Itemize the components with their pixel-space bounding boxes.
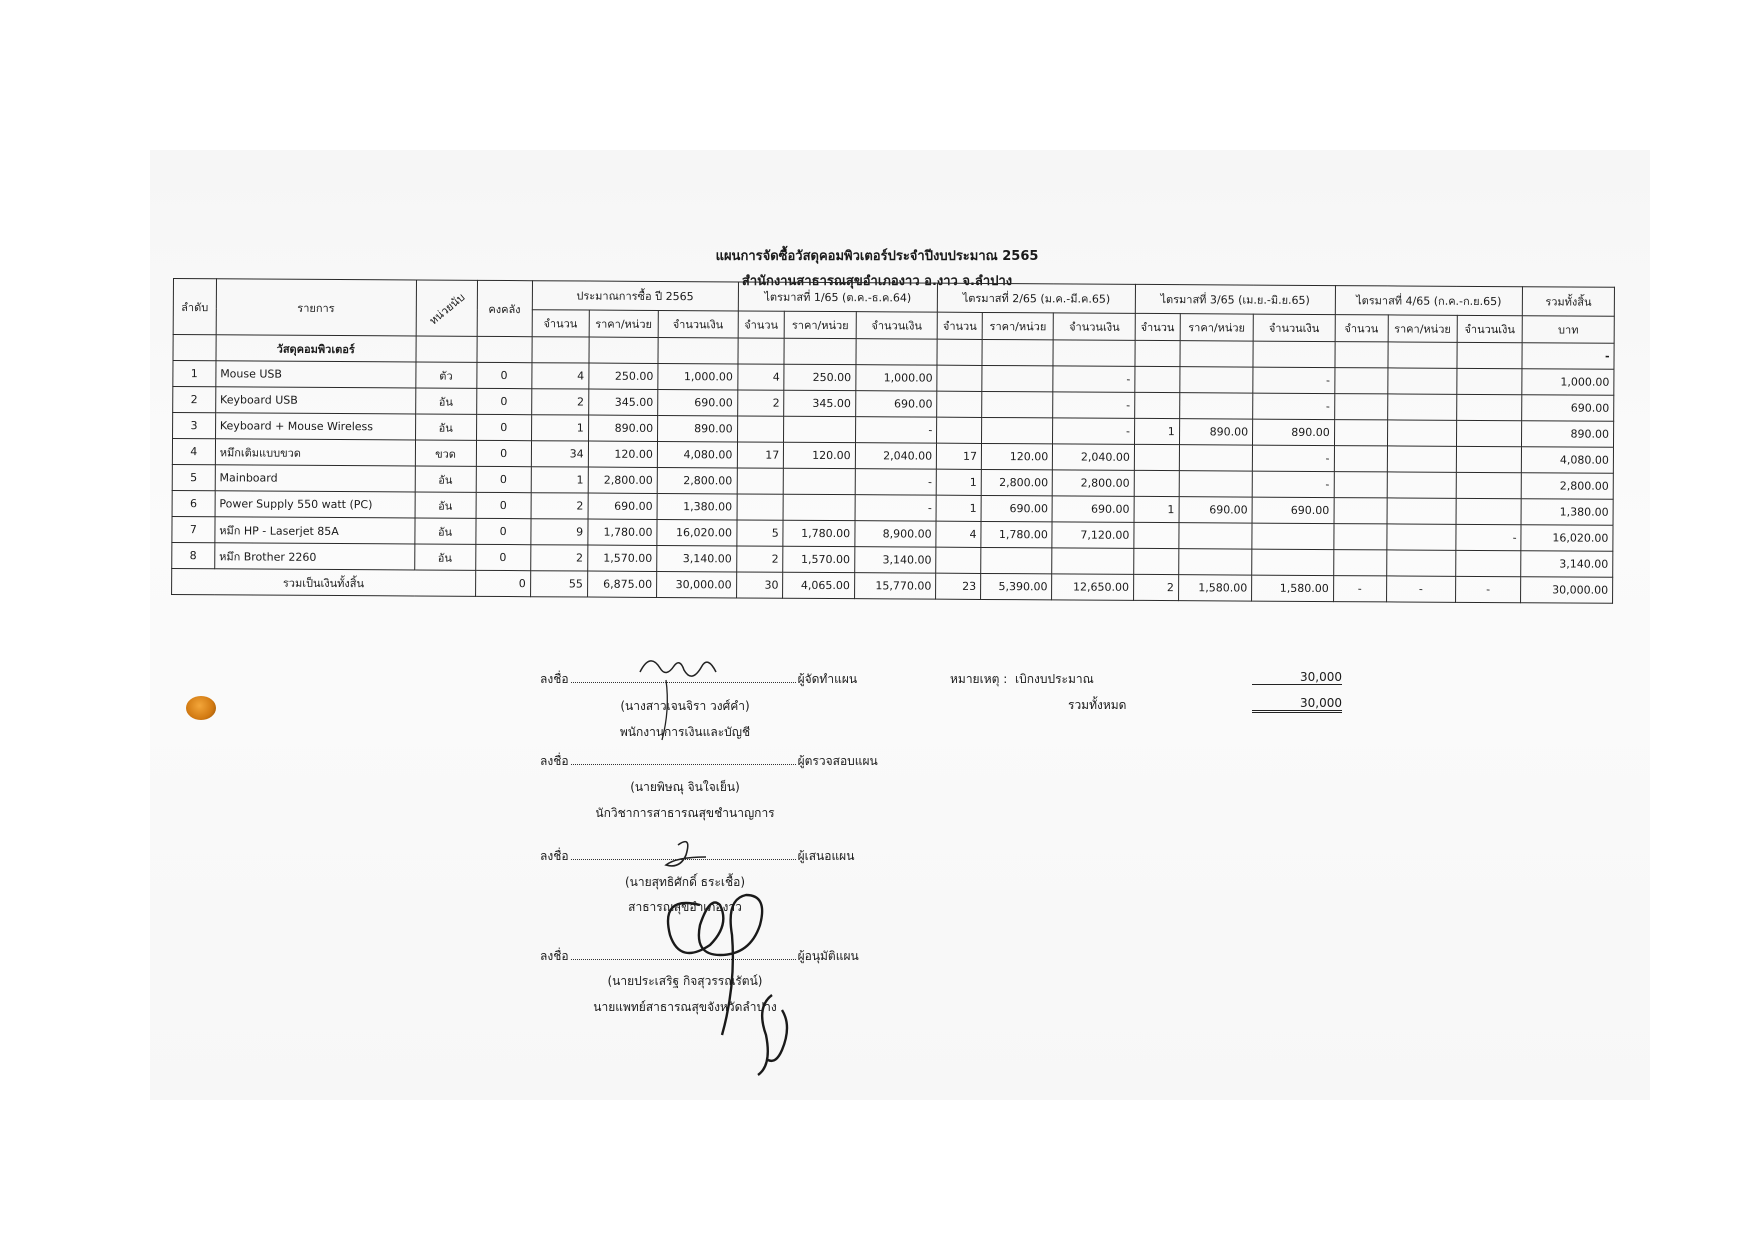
cell-price: 1,780.00 bbox=[588, 519, 657, 545]
cell-q1-amount: 8,900.00 bbox=[855, 521, 937, 547]
subheader-amount: จำนวนเงิน bbox=[1054, 313, 1136, 340]
cell-q4-qty bbox=[1334, 524, 1387, 550]
cell-stock: 0 bbox=[476, 414, 531, 440]
subheader-amount: จำนวนเงิน bbox=[658, 310, 738, 337]
cell-q4-price bbox=[1386, 524, 1455, 550]
cell-q1-price bbox=[784, 416, 855, 442]
signature-line-preparer: ลงชื่อ ผู้จัดทำแผน bbox=[540, 672, 858, 686]
cell-item: Mouse USB bbox=[216, 361, 416, 388]
subheader-qty: จำนวน bbox=[937, 312, 982, 339]
cell-q3-qty: 1 bbox=[1134, 496, 1179, 522]
total-q2-qty: 23 bbox=[936, 573, 981, 599]
cell-q2-amount: 690.00 bbox=[1052, 496, 1134, 522]
cell-stock: 0 bbox=[475, 544, 530, 570]
total-q2-price: 5,390.00 bbox=[981, 573, 1052, 599]
subheader-amount: จำนวนเงิน bbox=[856, 312, 938, 339]
cell-q2-qty: 1 bbox=[936, 469, 981, 495]
cell-q4-amount bbox=[1456, 550, 1521, 576]
cell-q1-qty: 5 bbox=[736, 520, 783, 546]
cell-q4-amount bbox=[1457, 394, 1522, 420]
cell-q3-qty bbox=[1135, 366, 1180, 392]
cell-unit: อัน bbox=[414, 544, 475, 570]
cell-q1-price: 1,570.00 bbox=[783, 546, 854, 572]
cell-unit: อัน bbox=[415, 388, 476, 414]
total-grand: 30,000.00 bbox=[1521, 577, 1613, 604]
cell-q4-qty bbox=[1334, 446, 1387, 472]
cell-q1-price: 345.00 bbox=[784, 390, 855, 416]
total-q1-qty: 30 bbox=[736, 572, 783, 598]
cell-amount: 1,000.00 bbox=[658, 363, 738, 389]
cell-q3-price bbox=[1180, 367, 1254, 393]
cell-amount: 2,800.00 bbox=[657, 467, 737, 493]
cell-q4-price bbox=[1387, 420, 1456, 446]
cell-grand: 1,380.00 bbox=[1521, 499, 1613, 526]
cell-stock: 0 bbox=[476, 466, 531, 492]
total-q4-price: - bbox=[1386, 576, 1455, 602]
subheader-price: ราคา/หน่วย bbox=[1180, 314, 1254, 341]
subheader-qty: จำนวน bbox=[1135, 313, 1180, 340]
cell-qty: 1 bbox=[531, 467, 588, 493]
cell-q3-price bbox=[1179, 471, 1253, 497]
cell-q4-price bbox=[1386, 550, 1455, 576]
cell-item: Keyboard + Mouse Wireless bbox=[215, 413, 415, 440]
category-label: วัสดุคอมพิวเตอร์ bbox=[216, 335, 416, 362]
cell-q1-qty: 2 bbox=[736, 546, 783, 572]
cell-no: 4 bbox=[172, 439, 215, 465]
cell-q3-amount: - bbox=[1253, 393, 1335, 419]
header-stock: คงคลัง bbox=[477, 280, 532, 336]
header-q3: ไตรมาสที่ 3/65 (เม.ย.-มิ.ย.65) bbox=[1135, 284, 1335, 314]
header-annual: ประมาณการซื้อ ปี 2565 bbox=[532, 281, 738, 311]
cell-q4-qty bbox=[1334, 394, 1387, 420]
cell-q2-price bbox=[981, 547, 1052, 573]
cell-q1-price: 1,780.00 bbox=[783, 520, 854, 546]
cell-q4-price bbox=[1387, 498, 1456, 524]
cell-q3-qty bbox=[1134, 444, 1179, 470]
cell-q3-amount bbox=[1252, 549, 1334, 575]
cell-q2-price bbox=[982, 365, 1053, 391]
cell-item: Mainboard bbox=[215, 465, 415, 492]
cell-q1-qty bbox=[737, 494, 784, 520]
cell-q3-price: 690.00 bbox=[1179, 497, 1253, 523]
cell-no: 3 bbox=[173, 413, 216, 439]
cell-stock: 0 bbox=[476, 518, 531, 544]
cell-price: 2,800.00 bbox=[588, 467, 657, 493]
cell-qty: 9 bbox=[531, 519, 588, 545]
subheader-price: ราคา/หน่วย bbox=[785, 311, 856, 338]
cell-q4-amount: - bbox=[1456, 524, 1521, 550]
cell-q3-price bbox=[1179, 393, 1253, 419]
cell-amount: 3,140.00 bbox=[657, 545, 737, 571]
total-q1-amount: 15,770.00 bbox=[854, 573, 936, 599]
cell-q1-qty: 2 bbox=[737, 390, 784, 416]
total-stock: 0 bbox=[475, 570, 530, 596]
subheader-price: ราคา/หน่วย bbox=[589, 310, 658, 337]
total-amount: 30,000.00 bbox=[657, 571, 737, 597]
orange-hole-punch-mark bbox=[186, 696, 216, 720]
signer-position-reviewer: นักวิชาการสาธารณสุขชำนาญการ bbox=[595, 806, 775, 820]
cell-q2-amount: - bbox=[1053, 418, 1135, 444]
cell-q3-qty bbox=[1134, 548, 1179, 574]
cell-item: Keyboard USB bbox=[215, 387, 415, 414]
cell-q1-qty bbox=[737, 416, 784, 442]
cell-no: 5 bbox=[172, 464, 215, 490]
header-q4: ไตรมาสที่ 4/65 (ก.ค.-ก.ย.65) bbox=[1335, 286, 1523, 316]
header-item: รายการ bbox=[216, 279, 416, 336]
total-q3-qty: 2 bbox=[1133, 574, 1178, 600]
cell-no: 7 bbox=[172, 516, 215, 542]
cell-qty: 2 bbox=[530, 545, 587, 571]
cell-grand: 890.00 bbox=[1522, 421, 1614, 448]
signer-position-approver: นายแพทย์สาธารณสุขจังหวัดลำปาง bbox=[593, 1000, 777, 1014]
cell-q4-amount bbox=[1456, 420, 1521, 446]
cell-q3-qty: 1 bbox=[1134, 418, 1179, 444]
header-unit: หน่วยนับ bbox=[416, 280, 477, 336]
cell-q2-qty: 4 bbox=[936, 521, 981, 547]
cell-q3-price bbox=[1179, 445, 1253, 471]
cell-q2-price: 1,780.00 bbox=[981, 521, 1052, 547]
cell-price: 690.00 bbox=[588, 493, 657, 519]
subheader-qty: จำนวน bbox=[738, 311, 785, 338]
cell-q3-qty bbox=[1135, 392, 1180, 418]
cell-no: 6 bbox=[172, 490, 215, 516]
cell-q2-amount: - bbox=[1053, 366, 1135, 392]
total-q3-amount: 1,580.00 bbox=[1252, 575, 1334, 601]
cell-q3-price bbox=[1178, 549, 1252, 575]
cell-unit: อัน bbox=[415, 414, 476, 440]
cell-qty: 2 bbox=[531, 493, 588, 519]
total-q1-price: 4,065.00 bbox=[783, 572, 854, 598]
cell-qty: 34 bbox=[531, 441, 588, 467]
cell-grand: 3,140.00 bbox=[1521, 551, 1613, 578]
cell-q2-qty: 17 bbox=[937, 443, 982, 469]
cell-q1-price: 120.00 bbox=[784, 442, 855, 468]
cell-q2-amount: - bbox=[1053, 392, 1135, 418]
signer-name-preparer: (นางสาวเจนจิรา วงศ์คำ) bbox=[620, 699, 750, 713]
cell-no: 8 bbox=[172, 542, 215, 568]
cell-unit: อัน bbox=[415, 466, 476, 492]
subheader-price: ราคา/หน่วย bbox=[982, 312, 1053, 339]
signer-name-reviewer: (นายพิษณุ จินใจเย็น) bbox=[630, 780, 740, 794]
cell-unit: อัน bbox=[415, 492, 476, 518]
cell-q4-qty bbox=[1334, 420, 1387, 446]
signer-name-proposer: (นายสุทธิศักดิ์ ธระเชื้อ) bbox=[624, 875, 746, 889]
remark-text: เบิกงบประมาณ bbox=[1015, 672, 1094, 686]
cell-price: 1,570.00 bbox=[587, 545, 656, 571]
cell-amount: 690.00 bbox=[658, 389, 738, 415]
cell-q4-qty bbox=[1334, 368, 1387, 394]
procurement-plan-table bbox=[171, 278, 1615, 604]
cell-item: Power Supply 550 watt (PC) bbox=[215, 491, 415, 518]
cell-unit: อัน bbox=[414, 518, 475, 544]
cell-q1-price bbox=[784, 468, 855, 494]
cell-item: หมึกเติมแบบขวด bbox=[215, 439, 415, 466]
cell-q2-price: 690.00 bbox=[981, 495, 1052, 521]
subheader-amount: จำนวนเงิน bbox=[1253, 314, 1335, 341]
cell-q2-amount: 2,040.00 bbox=[1053, 444, 1135, 470]
cell-q1-amount: - bbox=[855, 495, 937, 521]
total-q4-qty: - bbox=[1333, 576, 1386, 602]
cell-q1-qty: 4 bbox=[737, 364, 784, 390]
remark-label: หมายเหตุ : bbox=[950, 672, 1008, 686]
cell-item: หมึก HP - Laserjet 85A bbox=[215, 517, 415, 544]
cell-unit: ขวด bbox=[415, 440, 476, 466]
cell-amount: 890.00 bbox=[658, 415, 738, 441]
cell-price: 250.00 bbox=[589, 363, 658, 389]
category-grand: - bbox=[1522, 343, 1614, 370]
cell-q1-qty: 17 bbox=[737, 442, 784, 468]
cell-q4-amount bbox=[1457, 368, 1522, 394]
cell-unit: ตัว bbox=[415, 362, 476, 388]
cell-q2-price bbox=[982, 391, 1053, 417]
signature-line-reviewer: ลงชื่อ ผู้ตรวจสอบแผน bbox=[540, 754, 878, 768]
cell-q2-amount: 2,800.00 bbox=[1053, 470, 1135, 496]
cell-amount: 4,080.00 bbox=[657, 441, 737, 467]
remark-total-label: รวมทั้งหมด bbox=[1068, 698, 1127, 712]
cell-q1-price: 250.00 bbox=[784, 364, 855, 390]
cell-qty: 1 bbox=[531, 415, 588, 441]
cell-q2-amount: 7,120.00 bbox=[1052, 522, 1134, 548]
cell-q1-amount: - bbox=[855, 469, 937, 495]
subheader-amount: จำนวนเงิน bbox=[1457, 315, 1522, 342]
cell-price: 120.00 bbox=[588, 441, 657, 467]
total-q3-price: 1,580.00 bbox=[1178, 575, 1252, 601]
cell-q3-amount: - bbox=[1252, 471, 1334, 497]
total-price: 6,875.00 bbox=[587, 571, 656, 597]
cell-q3-price bbox=[1179, 523, 1253, 549]
subheader-qty: จำนวน bbox=[1335, 315, 1388, 342]
cell-q2-qty bbox=[937, 417, 982, 443]
cell-q3-amount bbox=[1252, 523, 1334, 549]
cell-no: 1 bbox=[173, 361, 216, 387]
cell-q4-price bbox=[1387, 446, 1456, 472]
signer-position-proposer: สาธารณสุขอำเภองาว bbox=[628, 900, 742, 914]
header-q2: ไตรมาสที่ 2/65 (ม.ค.-มี.ค.65) bbox=[938, 283, 1136, 313]
signer-name-approver: (นายประเสริฐ กิจสุวรรณรัตน์) bbox=[607, 974, 763, 988]
cell-price: 345.00 bbox=[588, 389, 657, 415]
header-seq: ลำดับ bbox=[173, 279, 216, 335]
cell-stock: 0 bbox=[476, 362, 531, 388]
cell-q2-qty bbox=[937, 391, 982, 417]
cell-stock: 0 bbox=[476, 492, 531, 518]
cell-q2-qty bbox=[937, 365, 982, 391]
header-q1: ไตรมาสที่ 1/65 (ต.ค.-ธ.ค.64) bbox=[738, 282, 938, 312]
subheader-price: ราคา/หน่วย bbox=[1388, 315, 1457, 342]
cell-q4-amount bbox=[1456, 472, 1521, 498]
subheader-baht: บาท bbox=[1522, 316, 1614, 344]
total-q4-amount: - bbox=[1455, 576, 1520, 602]
cell-price: 890.00 bbox=[588, 415, 657, 441]
document-subtitle: สำนักงานสาธารณสุขอำเภองาว อ.งาว จ.ลำปาง bbox=[741, 274, 1013, 289]
cell-q2-qty bbox=[936, 547, 981, 573]
cell-q1-amount: - bbox=[855, 417, 937, 443]
cell-qty: 2 bbox=[531, 389, 588, 415]
cell-q4-price bbox=[1387, 368, 1456, 394]
cell-no: 2 bbox=[173, 387, 216, 413]
cell-q2-price: 120.00 bbox=[981, 443, 1052, 469]
cell-q4-qty bbox=[1334, 472, 1387, 498]
cell-q2-qty: 1 bbox=[936, 495, 981, 521]
cell-q3-amount: - bbox=[1252, 445, 1334, 471]
cell-q3-amount: 890.00 bbox=[1253, 419, 1335, 445]
cell-stock: 0 bbox=[476, 388, 531, 414]
header-grand: รวมทั้งสิ้น bbox=[1522, 287, 1614, 317]
cell-q1-amount: 690.00 bbox=[855, 391, 937, 417]
cell-q3-amount: - bbox=[1253, 367, 1335, 393]
cell-q1-price bbox=[783, 494, 854, 520]
cell-grand: 16,020.00 bbox=[1521, 525, 1613, 552]
cell-grand: 1,000.00 bbox=[1522, 369, 1614, 396]
cell-item: หมึก Brother 2260 bbox=[215, 543, 415, 570]
remark-budget-amount: 30,000 bbox=[1252, 670, 1342, 685]
cell-q3-qty bbox=[1134, 522, 1179, 548]
cell-q4-qty bbox=[1333, 550, 1386, 576]
total-label: รวมเป็นเงินทั้งสิ้น bbox=[172, 568, 476, 596]
handwritten-signatures bbox=[600, 650, 860, 1090]
remark-total-amount: 30,000 bbox=[1252, 696, 1342, 713]
signature-line-approver: ลงชื่อ ผู้อนุมัติแผน bbox=[540, 949, 859, 963]
cell-q1-amount: 2,040.00 bbox=[855, 443, 937, 469]
total-q2-amount: 12,650.00 bbox=[1052, 574, 1134, 600]
cell-q1-amount: 1,000.00 bbox=[856, 365, 938, 391]
signer-position-preparer: พนักงานการเงินและบัญชี bbox=[619, 725, 751, 739]
cell-amount: 1,380.00 bbox=[657, 493, 737, 519]
cell-q1-qty bbox=[737, 468, 784, 494]
subheader-qty: จำนวน bbox=[532, 310, 589, 337]
cell-q2-price: 2,800.00 bbox=[981, 469, 1052, 495]
cell-q4-amount bbox=[1456, 498, 1521, 524]
cell-grand: 2,800.00 bbox=[1521, 473, 1613, 500]
cell-amount: 16,020.00 bbox=[657, 519, 737, 545]
cell-q1-amount: 3,140.00 bbox=[854, 547, 936, 573]
cell-q4-price bbox=[1387, 394, 1456, 420]
cell-grand: 690.00 bbox=[1522, 395, 1614, 422]
cell-q2-price bbox=[982, 417, 1053, 443]
cell-q3-price: 890.00 bbox=[1179, 419, 1253, 445]
document-title: แผนการจัดซื้อวัสดุคอมพิวเตอร์ประจำปีงบประมาณ 2565 bbox=[715, 249, 1039, 264]
signature-line-proposer: ลงชื่อ ผู้เสนอแผน bbox=[540, 849, 855, 863]
cell-q3-amount: 690.00 bbox=[1252, 497, 1334, 523]
cell-stock: 0 bbox=[476, 440, 531, 466]
cell-q4-price bbox=[1387, 472, 1456, 498]
cell-qty: 4 bbox=[532, 363, 589, 389]
cell-q4-amount bbox=[1456, 446, 1521, 472]
cell-q2-amount bbox=[1052, 548, 1134, 574]
total-qty: 55 bbox=[530, 571, 587, 597]
cell-q3-qty bbox=[1134, 470, 1179, 496]
cell-q4-qty bbox=[1334, 498, 1387, 524]
cell-grand: 4,080.00 bbox=[1521, 447, 1613, 474]
